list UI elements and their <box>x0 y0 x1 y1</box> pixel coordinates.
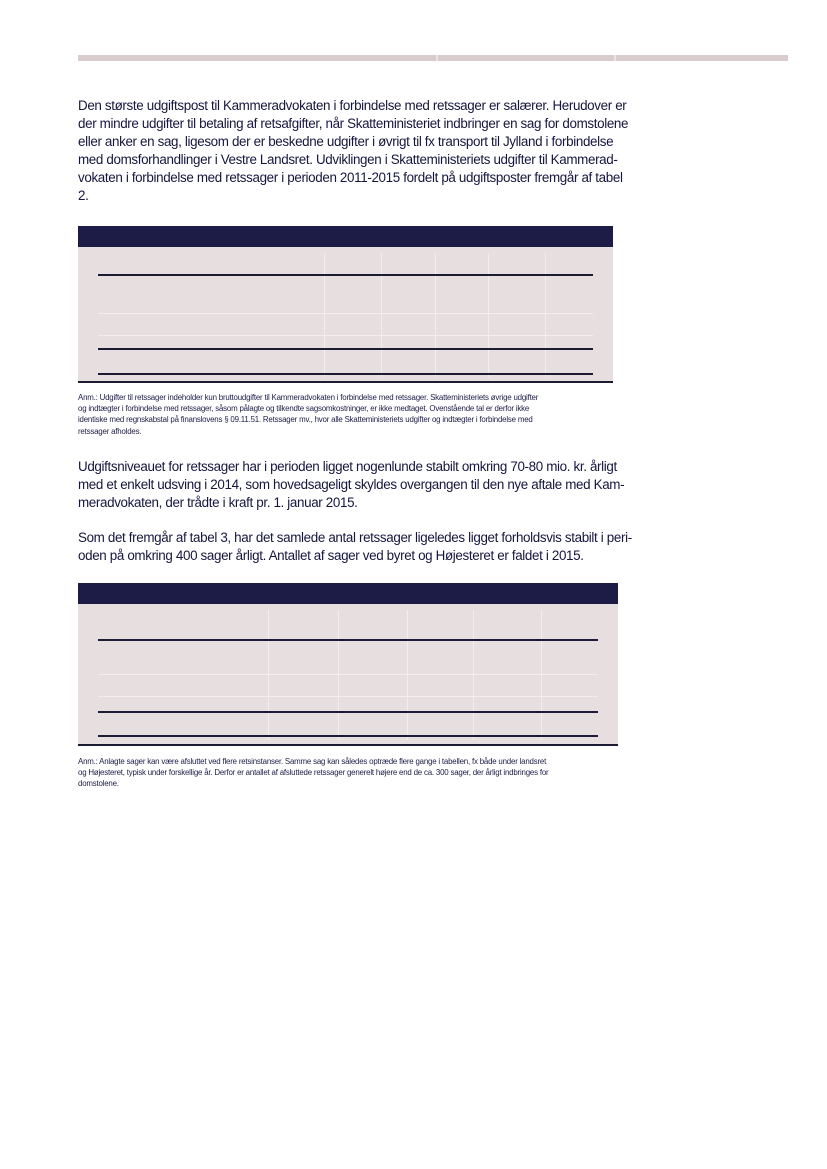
table-2-header <box>78 226 613 247</box>
table-3-header <box>78 583 618 604</box>
table-3-body <box>78 604 618 744</box>
table-2-note: Anm.: Udgifter til retssager indeholder kun bruttoudgifter til Kammeradvokaten i forbindelse med retssager. Skatteministeriets øvrige udgifter og indtægter i forbindelse med retssager, såsom pålagte og tilkendte sagsomkostninger, er ikke medtaget. Ovenstående tal er derfor ikke identiske med regnskabstal på finanslovens § 09.11.51. Retssager mv., hvor alle Skatteministeriets udgifter og indtægter i forbindelse med retssager afholdes. <box>78 393 539 436</box>
table-3-bottom-rule <box>78 744 618 746</box>
table-3 <box>78 583 618 746</box>
paragraph-3: Som det fremgår af tabel 3, har det samlede antal retssager ligeledes ligget forholdsvis stabilt i peri- oden på omkring 400 sager årligt. Antallet af sager ved byret og Højesteret er faldet i 2015. <box>78 530 632 563</box>
paragraph-1: Den største udgiftspost til Kammeradvokaten i forbindelse med retssager er salærer. Herudover er der mindre udgifter til betaling af retsafgifter, når Skatteministeriet indbringer en sag for domstolene eller anker en sag, ligesom der er beskedne udgifter i øvrigt til fx transport til Jylland i forbindelse med domsforhandlinger i Vestre Landsret. Udviklingen i Skatteministeriets udgifter til Kammerad- vokaten i forbindelse med retssager i perioden 2011-2015 fordelt på udgiftsposter fremgår af tabel 2. <box>78 98 629 203</box>
paragraph-2: Udgiftsniveauet for retssager har i perioden ligget nogenlunde stabilt omkring 70-80 mio. kr. årligt med et enkelt udsving i 2014, som hovedsageligt skyldes overgangen til den nye aftale med Kam- meradvokaten, der trådte i kraft pr. 1. januar 2015. <box>78 459 625 510</box>
top-rule <box>78 55 788 61</box>
table-2-body <box>78 247 613 381</box>
table-3-note: Anm.: Anlagte sager kan være afsluttet ved flere retsinstanser. Samme sag kan således optræde flere gange i tabellen, fx både under landsret og Højesteret, typisk under forskellige år. Derfor er antallet af afsluttede retssager generelt højere end de ca. 300 sager, der årligt indbringes for domstolene. <box>78 757 549 789</box>
table-2-bottom-rule <box>78 381 613 383</box>
table-2 <box>78 226 613 383</box>
